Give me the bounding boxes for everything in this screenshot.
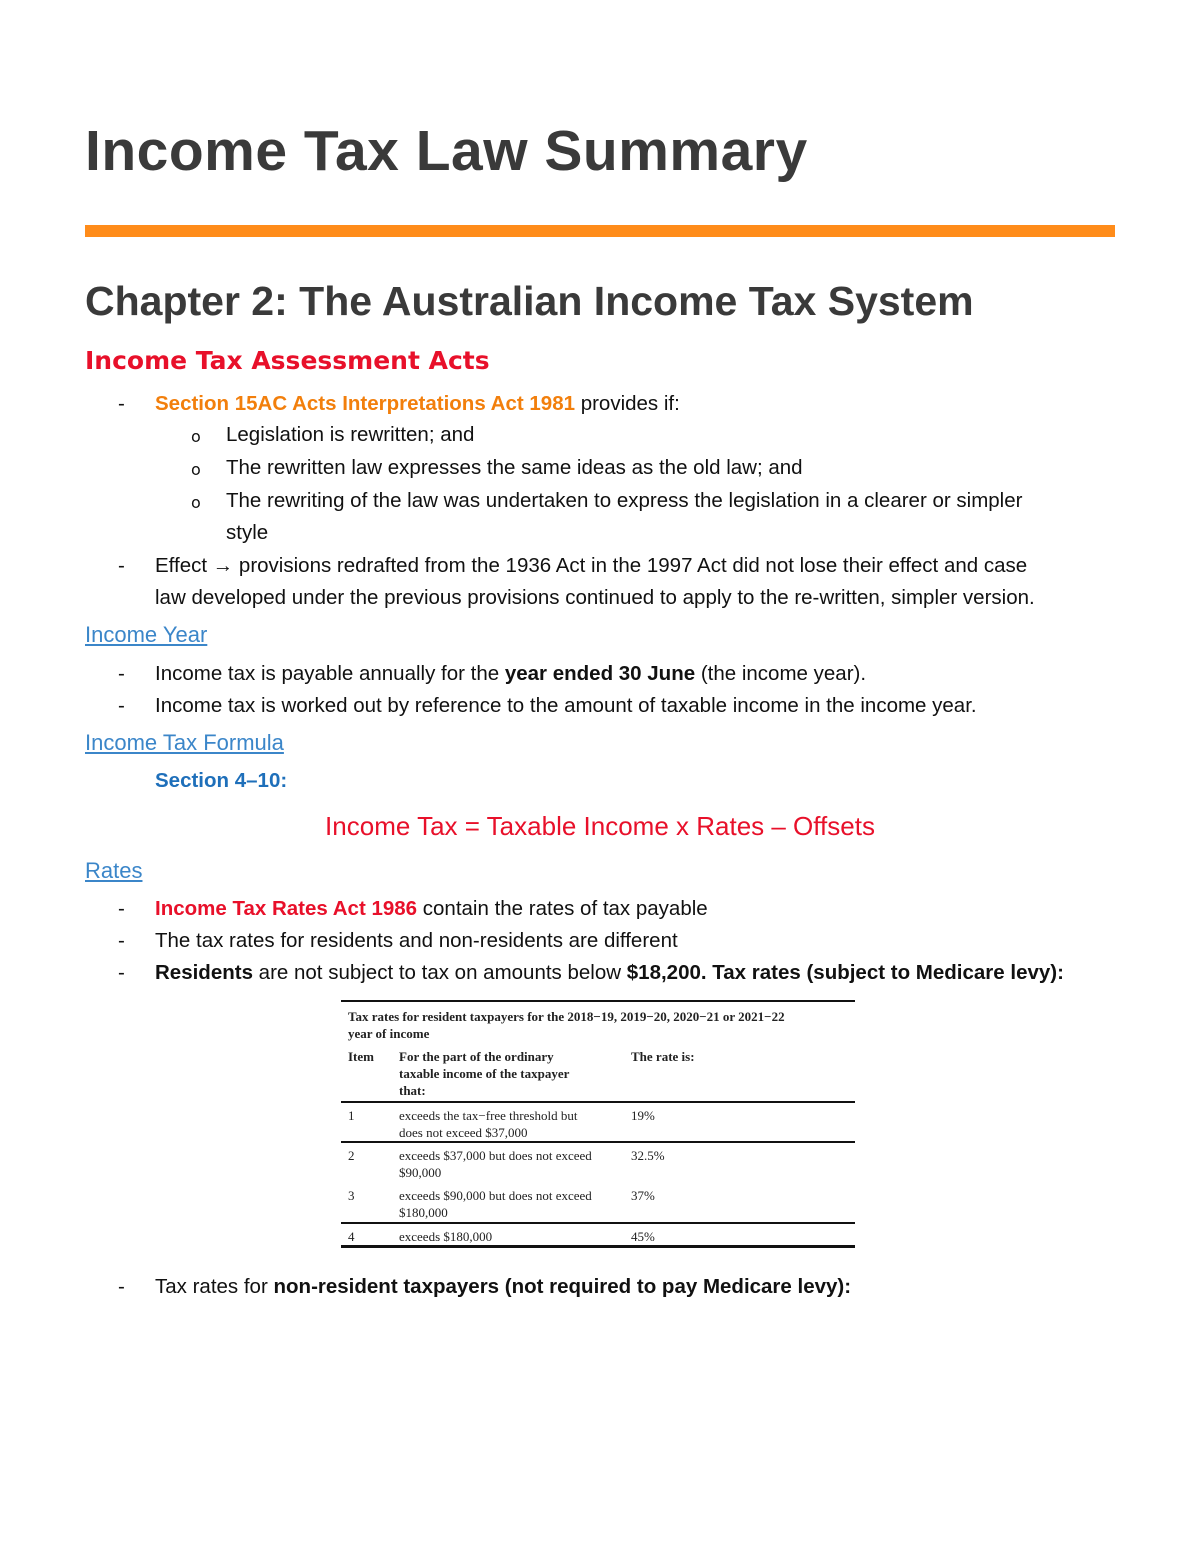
bullet-effect-line1: Effect → provisions redrafted from the 1936 Act in the 1997 Act did not lose their effect and case bbox=[155, 554, 1028, 577]
threshold-bold: $18,200. Tax rates (subject to Medicare levy): bbox=[626, 961, 1064, 984]
document-title: Income Tax Law Summary bbox=[85, 119, 808, 183]
table-row-rate: 19% bbox=[631, 1108, 655, 1123]
table-row-desc-line2: $90,000 bbox=[399, 1165, 442, 1180]
sub-bullet-clearer-line1: The rewriting of the law was undertaken to express the legislation in a clearer or simpler bbox=[226, 489, 1023, 512]
table-caption-line2: year of income bbox=[348, 1026, 430, 1041]
bullet-residents bbox=[155, 961, 1064, 985]
table-bottom-rule bbox=[341, 1245, 855, 1248]
income-tax-formula-heading[interactable]: Income Tax Formula bbox=[85, 730, 284, 755]
sub-bullet-clearer-line2: style bbox=[226, 521, 269, 544]
table-row-desc bbox=[399, 1147, 592, 1181]
table-row-item: 1 bbox=[348, 1108, 355, 1123]
bullet-payable-annually bbox=[155, 662, 866, 686]
bullet-dash: - bbox=[118, 662, 125, 685]
table-caption-line1: Tax rates for resident taxpayers for the 2018−19, 2019−20, 2020−21 or 2021−22 bbox=[348, 1009, 785, 1024]
text-run: Income tax is payable annually for the bbox=[155, 662, 505, 685]
section-4-10-label: Section 4–10: bbox=[155, 769, 288, 792]
table-row-desc-line2: $180,000 bbox=[399, 1205, 448, 1220]
bullet-section-15ac bbox=[155, 392, 680, 416]
text-run: Tax rates for bbox=[155, 1275, 274, 1298]
bullet-dash: - bbox=[118, 897, 125, 920]
bullet-dash: - bbox=[118, 929, 125, 952]
section-15ac-reference: Section 15AC Acts Interpretations Act 1981 bbox=[155, 392, 575, 415]
bullet-rates-differ: The tax rates for residents and non-residents are different bbox=[155, 929, 678, 952]
table-row-rate: 45% bbox=[631, 1229, 655, 1244]
table-row-rule bbox=[341, 1222, 855, 1224]
year-ended-bold: year ended 30 June bbox=[504, 662, 696, 685]
bullet-dash: - bbox=[118, 392, 125, 415]
sub-bullet-circle: o bbox=[191, 493, 201, 512]
table-row-rule bbox=[341, 1101, 855, 1103]
table-row-desc-line2: does not exceed $37,000 bbox=[399, 1125, 528, 1140]
bullet-dash: - bbox=[118, 1275, 125, 1298]
text-run: are not subject to tax on amounts below bbox=[252, 961, 627, 984]
sub-bullet-same-ideas: The rewritten law expresses the same ideas as the old law; and bbox=[226, 456, 803, 479]
non-resident-bold: non-resident taxpayers (not required to pay Medicare levy): bbox=[273, 1275, 852, 1298]
title-divider bbox=[85, 225, 1115, 237]
income-tax-formula: Income Tax = Taxable Income x Rates – Offsets bbox=[325, 811, 875, 841]
rates-heading[interactable]: Rates bbox=[85, 858, 143, 883]
table-row-rate: 37% bbox=[631, 1188, 655, 1203]
col-header-part-line3: that: bbox=[399, 1083, 426, 1098]
table-caption bbox=[348, 1008, 848, 1042]
residents-bold: Residents bbox=[155, 961, 253, 984]
rates-act-reference: Income Tax Rates Act 1986 bbox=[155, 897, 418, 920]
col-header-part bbox=[399, 1048, 569, 1099]
bullet-non-resident bbox=[155, 1275, 851, 1299]
col-header-part-line1: For the part of the ordinary bbox=[399, 1049, 554, 1064]
bullet-tail-text: provides if: bbox=[575, 392, 680, 415]
table-row-desc-line1: exceeds $37,000 but does not exceed bbox=[399, 1148, 592, 1163]
table-row-desc bbox=[399, 1107, 577, 1141]
text-run: (the income year). bbox=[695, 662, 867, 685]
assessment-acts-heading: Income Tax Assessment Acts bbox=[85, 346, 490, 375]
bullet-rates-act bbox=[155, 897, 708, 921]
table-row-item: 4 bbox=[348, 1229, 355, 1244]
table-row-item: 3 bbox=[348, 1188, 355, 1203]
table-row-item: 2 bbox=[348, 1148, 355, 1163]
table-top-rule bbox=[341, 1000, 855, 1002]
sub-bullet-circle: o bbox=[191, 427, 201, 446]
col-header-rate: The rate is: bbox=[631, 1049, 695, 1064]
col-header-item: Item bbox=[348, 1049, 374, 1064]
chapter-heading: Chapter 2: The Australian Income Tax System bbox=[85, 278, 974, 324]
table-row-desc: exceeds $180,000 bbox=[399, 1229, 493, 1244]
income-year-heading[interactable]: Income Year bbox=[85, 622, 208, 647]
table-row-rate: 32.5% bbox=[631, 1148, 665, 1163]
bullet-dash: - bbox=[118, 694, 125, 717]
table-row-rule bbox=[341, 1141, 855, 1143]
bullet-dash: - bbox=[118, 961, 125, 984]
text-run: contain the rates of tax payable bbox=[417, 897, 708, 920]
col-header-part-line2: taxable income of the taxpayer bbox=[399, 1066, 570, 1081]
table-row-desc-line1: exceeds $90,000 but does not exceed bbox=[399, 1188, 592, 1203]
table-row-desc bbox=[399, 1187, 592, 1221]
sub-bullet-rewritten: Legislation is rewritten; and bbox=[226, 423, 475, 446]
sub-bullet-circle: o bbox=[191, 460, 201, 479]
table-row-desc-line1: exceeds the tax−free threshold but bbox=[399, 1108, 578, 1123]
bullet-worked-out: Income tax is worked out by reference to the amount of taxable income in the income year. bbox=[155, 694, 977, 717]
bullet-effect-line2: law developed under the previous provisions continued to apply to the re-written, simpler version. bbox=[155, 586, 1035, 609]
bullet-dash: - bbox=[118, 554, 125, 577]
